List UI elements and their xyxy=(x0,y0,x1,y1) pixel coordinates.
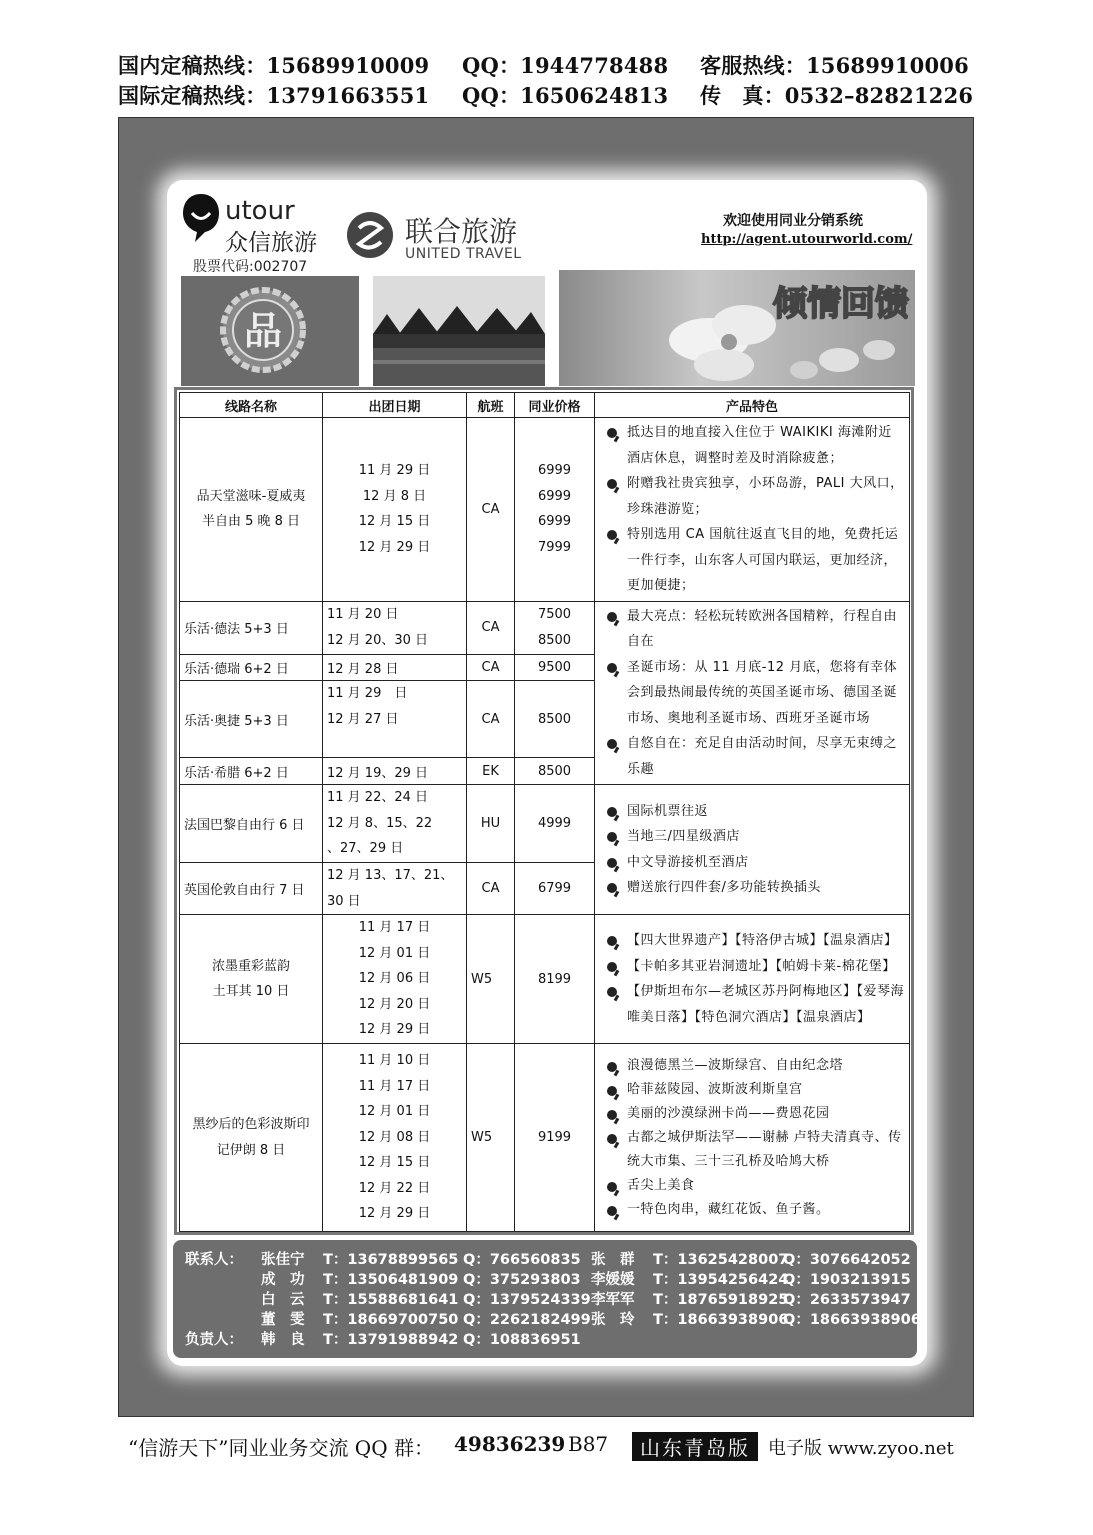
route-table xyxy=(179,392,910,1232)
depart-dates: 11 月 29 日 12 月 8 日 12 月 15 日 12 月 29 日 xyxy=(323,418,467,602)
col-depart-date: 出团日期 xyxy=(323,393,467,418)
route-name: 浓墨重彩蓝韵 土耳其 10 日 xyxy=(180,915,323,1044)
table-row xyxy=(180,418,910,602)
col-route-name: 线路名称 xyxy=(180,393,323,418)
col-price: 同业价格 xyxy=(515,393,595,418)
features xyxy=(595,418,910,602)
banner-title: 倾情回馈 xyxy=(773,284,909,324)
price: 8500 xyxy=(515,758,595,785)
features xyxy=(595,785,910,915)
footer-site[interactable]: 电子版 www.zyoo.net xyxy=(768,1438,954,1459)
utour-cn: 众信旅游 xyxy=(225,230,317,256)
footer-edition: 山东青岛版 xyxy=(632,1432,758,1461)
intl-hotline: 国际定稿热线：13791663551 xyxy=(118,83,430,108)
flight-code: W5 xyxy=(467,1044,515,1232)
table-row xyxy=(180,785,910,863)
domestic-hotline: 国内定稿热线：15689910009 xyxy=(118,53,430,78)
feature-item: 【卡帕多其亚岩洞遗址】【帕姆卡莱-棉花堡】 xyxy=(605,954,905,980)
banner-badge-panel xyxy=(181,276,359,386)
route-name: 黑纱后的色彩波斯印 记伊朗 8 日 xyxy=(180,1044,323,1232)
route-name: 品天堂滋味-夏威夷 半自由 5 晚 8 日 xyxy=(180,418,323,602)
feature-item: 中文导游接机至酒店 xyxy=(605,850,905,876)
feature-item: 舌尖上美食 xyxy=(605,1174,905,1198)
depart-dates: 11 月 22、24 日 12 月 8、15、22 、27、29 日 xyxy=(323,785,467,863)
depart-dates: 12 月 13、17、21、 30 日 xyxy=(323,863,467,915)
table-row xyxy=(180,915,910,1044)
route-name: 乐活·奥捷 5+3 日 xyxy=(180,681,323,758)
feature-item: 国际机票往返 xyxy=(605,799,905,825)
service-hotline: 客服热线：15689910006 xyxy=(700,53,969,78)
flight-code: W5 xyxy=(467,915,515,1044)
route-name: 英国伦敦自由行 7 日 xyxy=(180,863,323,915)
col-features: 产品特色 xyxy=(595,393,910,418)
contacts-label: 联系人： xyxy=(185,1252,243,1268)
flight-code: CA xyxy=(467,418,515,602)
badge-char: 品 xyxy=(243,309,283,353)
welcome-text: 欢迎使用同业分销系统 xyxy=(723,213,863,229)
feature-item: 赠送旅行四件套/多功能转换插头 xyxy=(605,875,905,901)
features xyxy=(595,915,910,1044)
price: 6999 6999 6999 7999 xyxy=(515,418,595,602)
depart-dates: 12 月 28 日 xyxy=(323,654,467,681)
ad-frame xyxy=(118,117,974,1417)
col-flight: 航班 xyxy=(467,393,515,418)
price: 9199 xyxy=(515,1044,595,1232)
route-name: 乐活·德瑞 6+2 日 xyxy=(180,654,323,681)
banner-flowers xyxy=(559,270,915,386)
feature-item: 【伊斯坦布尔—老城区苏丹阿梅地区】【爱琴海唯美日落】【特色洞穴酒店】【温泉酒店】 xyxy=(605,979,905,1030)
feature-item: 圣诞市场：从 11 月底-12 月底，您将有幸体会到最热闹最传统的英国圣诞市场、德国圣诞市场、奥地利圣诞市场、西班牙圣诞市场 xyxy=(605,655,905,732)
banner-water-villas xyxy=(373,276,545,386)
depart-dates: 11 月 20 日 12 月 20、30 日 xyxy=(323,601,467,654)
boss-label: 负责人： xyxy=(185,1332,243,1348)
united-en: UNITED TRAVEL xyxy=(405,246,522,262)
price: 9500 xyxy=(515,654,595,681)
flight-code: EK xyxy=(467,758,515,785)
fax-number: 传 真：0532–82821226 xyxy=(700,83,974,108)
table-row xyxy=(180,601,910,654)
flight-code: CA xyxy=(467,863,515,915)
route-table-wrapper xyxy=(174,387,914,1235)
feature-item: 最大亮点：轻松玩转欧洲各国精粹，行程自由自在 xyxy=(605,604,905,655)
feature-item: 古都之城伊斯法罕——谢赫 卢特夫清真寺、传统大市集、三十三孔桥及哈鸠大桥 xyxy=(605,1126,905,1174)
feature-item: 抵达目的地直接入住位于 WAIKIKI 海滩附近酒店休息，调整时差及时消除疲惫； xyxy=(605,420,905,471)
agent-url-link[interactable]: http://agent.utourworld.com/ xyxy=(701,232,913,247)
depart-dates: 11 月 10 日 11 月 17 日 12 月 01 日 12 月 08 日 12 月 15 日 12 月 22 日 12 月 29 日 xyxy=(323,1044,467,1232)
utour-bubble-icon xyxy=(181,192,221,244)
feature-item: 美丽的沙漠绿洲卡尚——费恩花园 xyxy=(605,1102,905,1126)
feature-item: 附赠我社贵宾独享，小环岛游，PALI 大风口，珍珠港游览； xyxy=(605,471,905,522)
price: 4999 xyxy=(515,785,595,863)
price: 7500 8500 xyxy=(515,601,595,654)
contacts-panel: 联系人： 张佳宁 T：13678899565 Q：766560835 张 群 T：13625428007 Q：3076642052 成 功 T：13506481909 Q：375293803 李媛媛 T：13954256424 Q：1903213915 白 云 T：15588681641 Q：1379524339 李军军 T：18765918925 Q：2633573947 董 雯 T：18669700750 Q：2262182499 张 玲 T：18663938906 Q：18663938906 负责人： 韩 良 T：13791988942 Q：108836951 xyxy=(173,1240,917,1358)
water-villa-image xyxy=(373,276,545,386)
features xyxy=(595,601,910,785)
route-name: 乐活·希腊 6+2 日 xyxy=(180,758,323,785)
domestic-qq: QQ：1944778488 xyxy=(462,53,669,78)
footer-qq-group: 49836239 xyxy=(454,1432,566,1456)
flight-code: CA xyxy=(467,681,515,758)
flight-code: CA xyxy=(467,654,515,681)
utour-en: utour xyxy=(225,196,295,226)
route-name: 法国巴黎自由行 6 日 xyxy=(180,785,323,863)
features xyxy=(595,1044,910,1232)
feature-item: 哈菲兹陵园、波斯波利斯皇宫 xyxy=(605,1078,905,1102)
price: 8199 xyxy=(515,915,595,1044)
feature-item: 【四大世界遗产】【特洛伊古城】【温泉酒店】 xyxy=(605,928,905,954)
intl-qq: QQ：1650624813 xyxy=(462,83,669,108)
depart-dates: 12 月 19、29 日 xyxy=(323,758,467,785)
route-name: 乐活·德法 5+3 日 xyxy=(180,601,323,654)
united-cn: 联合旅游 xyxy=(405,215,518,248)
united-travel-icon xyxy=(345,210,395,260)
stock-code: 股票代码:002707 xyxy=(193,259,308,275)
table-row xyxy=(180,1044,910,1232)
price: 6799 xyxy=(515,863,595,915)
badge-seal-icon xyxy=(181,276,359,386)
footer-slogan: “信游天下”同业业务交流 QQ 群： xyxy=(128,1436,434,1460)
feature-item: 一特色肉串，藏红花饭、鱼子酱。 xyxy=(605,1198,905,1222)
price: 8500 xyxy=(515,681,595,758)
feature-item: 特别选用 CA 国航往返直飞目的地，免费托运一件行李，山东客人可国内联运，更加经济，更加便捷； xyxy=(605,522,905,599)
ad-card xyxy=(167,180,927,1366)
depart-dates: 11 月 29 日 12 月 27 日 xyxy=(323,681,467,758)
depart-dates: 11 月 17 日 12 月 01 日 12 月 06 日 12 月 20 日 12 月 29 日 xyxy=(323,915,467,1044)
footer-page: B87 xyxy=(568,1432,609,1456)
feature-item: 自悠自在：充足自由活动时间，尽享无束缚之乐趣 xyxy=(605,731,905,782)
feature-item: 当地三/四星级酒店 xyxy=(605,824,905,850)
flight-code: CA xyxy=(467,601,515,654)
flight-code: HU xyxy=(467,785,515,863)
feature-item: 浪漫德黑兰—波斯绿宫、自由纪念塔 xyxy=(605,1054,905,1078)
table-header-row xyxy=(180,393,910,418)
